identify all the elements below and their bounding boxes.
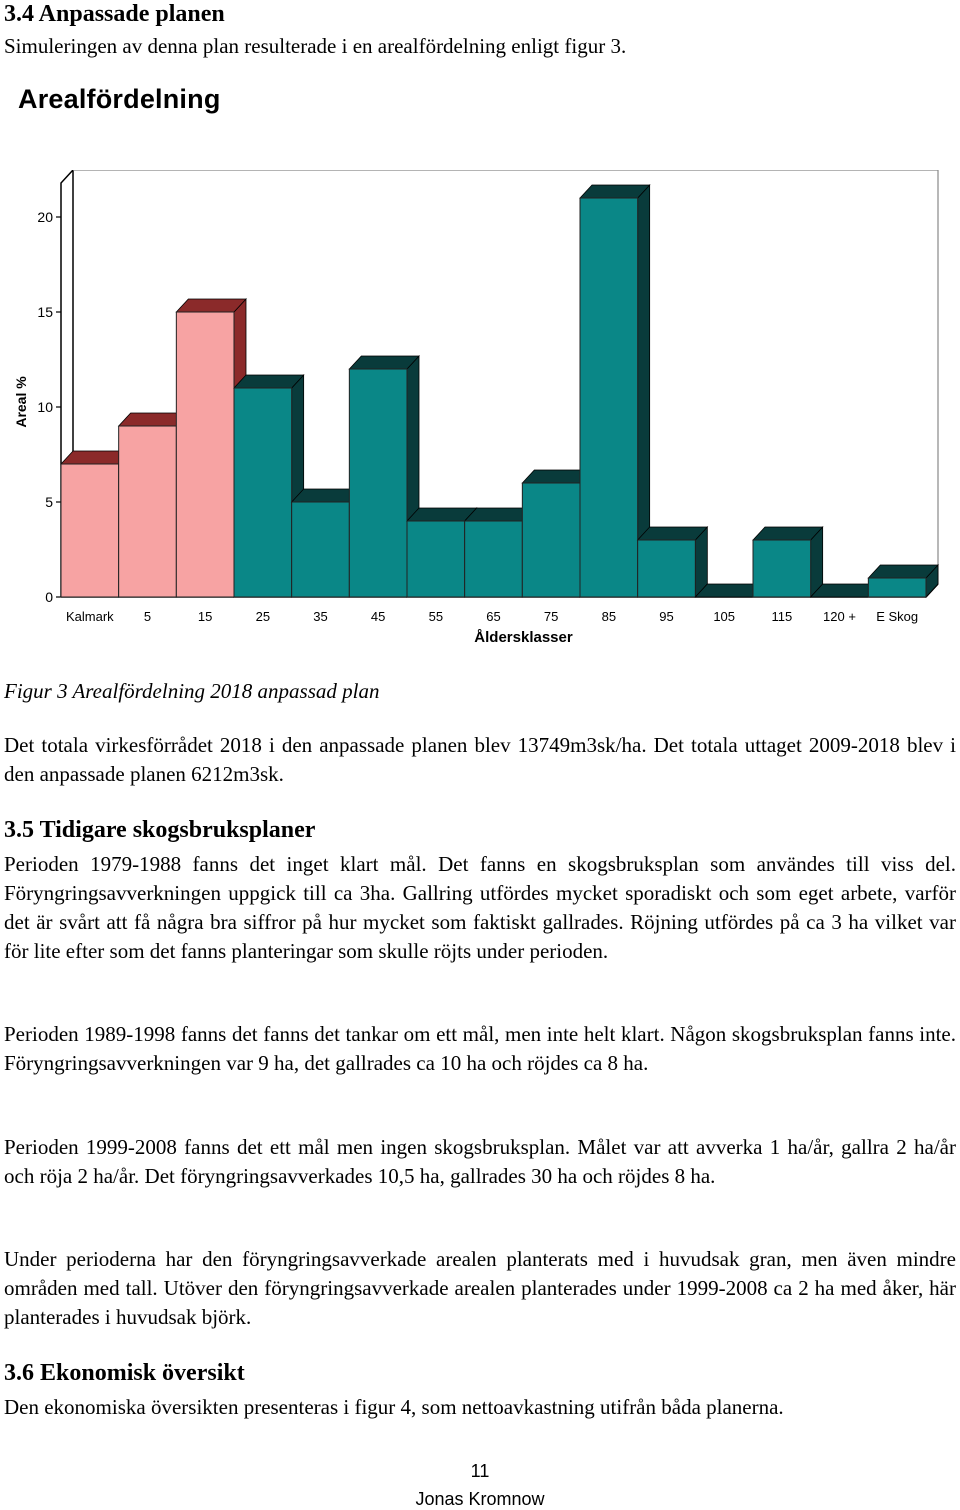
x-axis-label: Åldersklasser [474,629,573,646]
bar-top [580,185,650,198]
x-tick-label: 35 [313,609,328,624]
x-tick-label: E Skog [876,609,919,624]
section-heading-3-6: 3.6 Ekonomisk översikt [4,1360,245,1386]
bar [753,540,811,597]
bar [349,369,407,597]
footer-author: Jonas Kromnow [415,1489,545,1509]
x-tick-label: 95 [659,609,674,624]
chart-title: Arealfördelning [18,84,221,114]
x-tick-label: Kalmark [65,609,114,624]
bar-top [349,356,419,369]
y-tick-label: 0 [45,589,53,605]
bar [407,521,465,597]
x-tick-label: 5 [143,609,152,624]
bar [868,578,926,597]
section-intro-3-6: Den ekonomiska översikten presenteras i figur 4, som nettoavkastning utifrån båda planerna. [4,1395,784,1419]
bar-top [638,527,708,540]
bar-top [868,565,938,578]
bar [119,426,177,597]
x-tick-label: 85 [601,609,617,624]
area-distribution-chart [0,170,960,650]
paragraph-period-1999: Perioden 1999-2008 fanns det ett mål men ingen skogsbruksplan. Målet var att avverka 1 ha/år, gallra 2 ha/år och röja 2 ha/år. Det föryngringsavverkades 10,5 ha, gallrades 30 ha och röjdes 8 ha. [4,1135,956,1188]
paragraph-planting: Under perioderna har den föryngringsavverkade arealen planterats med i huvudsak gran, men även mindre områden med tall. Utöver den föryngringsavverkade arealen planterades under 1999-2008 ca 2 ha med åker, här planterades i huvudsak björk. [4,1247,956,1329]
bar-top [234,375,304,388]
x-tick-label: 75 [543,609,559,624]
x-tick-label: 105 [713,609,736,624]
y-tick-label: 20 [37,209,53,225]
bar [292,502,350,597]
bar [176,312,234,597]
x-tick-label: 65 [486,609,501,624]
bar [638,540,696,597]
figure-caption: Figur 3 Arealfördelning 2018 anpassad plan [4,679,380,703]
bar [465,521,523,597]
x-tick-label: 45 [370,609,386,624]
x-tick-label: 115 [771,609,793,624]
bar [61,464,119,597]
bar [234,388,292,597]
paragraph-volume: Det totala virkesförrådet 2018 i den anpassade planen blev 13749m3sk/ha. Det totala uttaget 2009-2018 blev i den anpassade planen 6212m3sk. [4,733,956,786]
page-number: 11 [470,1461,490,1481]
section-heading-3-4: 3.4 Anpassade planen [4,1,225,27]
section-heading-3-5: 3.5 Tidigare skogsbruksplaner [4,817,316,843]
x-tick-label: 120 + [823,609,856,624]
y-tick-label: 10 [37,399,53,415]
y-tick-label: 5 [45,494,53,510]
x-tick-label: 25 [255,609,271,624]
paragraph-period-1989: Perioden 1989-1998 fanns det fanns det tankar om ett mål, men inte helt klart. Någon skogsbruksplan fanns inte. Föryngringsavverkningen var 9 ha, det gallrades ca 10 ha och röjdes ca 8 ha. [4,1022,956,1075]
bar-top [176,299,246,312]
bar [580,198,638,597]
paragraph-period-1979: Perioden 1979-1988 fanns det inget klart mål. Det fanns en skogsbruksplan som användes till viss del. Föryngringsavverkningen uppgick till ca 3ha. Gallring utfördes mycket sporadiskt och som eget arbete, varför det är svårt att få några bra siffror på hur mycket som faktiskt gallrades. Röjning utfördes på ca 3 ha vilket var för lite efter som det fanns planteringar som skulle röjts under perioden. [4,852,956,963]
x-tick-label: 55 [428,609,444,624]
bar [522,483,580,597]
bar-top [753,527,823,540]
x-tick-label: 15 [197,609,213,624]
section-intro-3-4: Simuleringen av denna plan resulterade i en arealfördelning enligt figur 3. [4,34,627,58]
y-tick-label: 15 [37,304,53,320]
y-axis-label: Areal % [13,376,29,428]
